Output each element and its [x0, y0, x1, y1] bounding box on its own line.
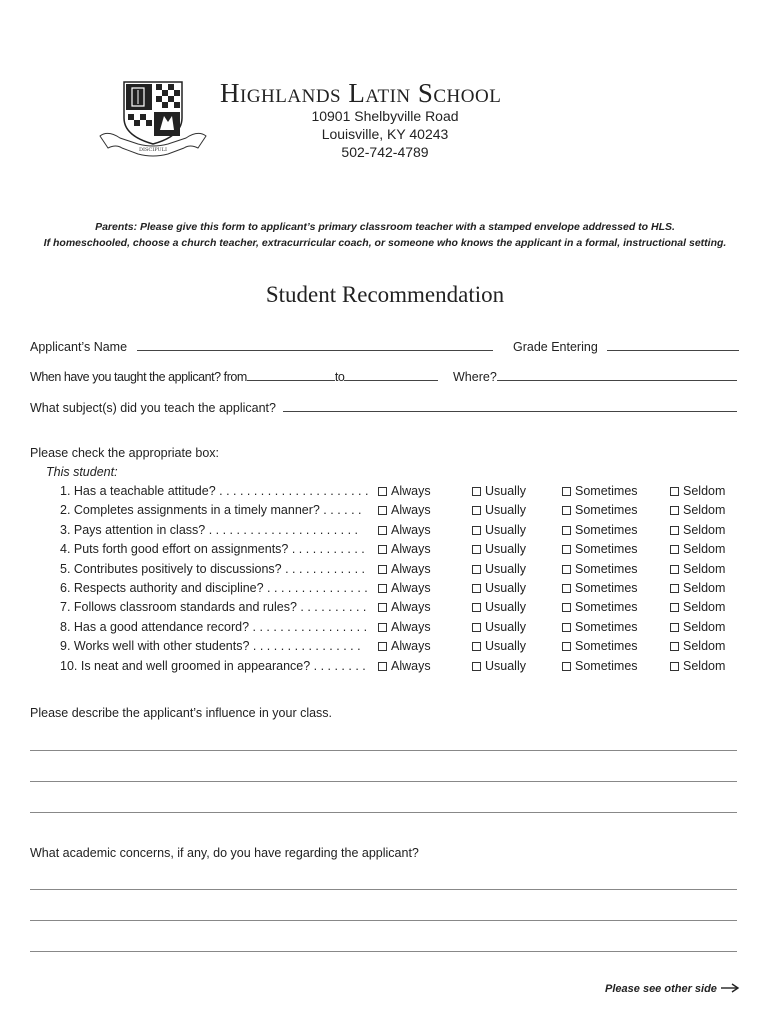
option-label: Always: [391, 581, 431, 595]
option-label: Usually: [485, 619, 526, 634]
checkbox[interactable]: [670, 603, 679, 612]
option-label: Always: [391, 542, 431, 557]
option-label: Seldom: [683, 484, 726, 498]
when-taught-row: [30, 368, 438, 384]
checklist-question: 5. Contributes positively to discussions? . . . . . . . . . . . .: [60, 561, 365, 576]
checkbox[interactable]: [562, 545, 571, 554]
option-label: Always: [391, 522, 431, 537]
checklist-question: 7. Follows classroom standards and rules? . . . . . . . . . .: [60, 600, 367, 615]
option-label: Always: [391, 484, 431, 498]
option-label: Usually: [485, 600, 526, 615]
influence-answer-line[interactable]: [30, 750, 737, 751]
option-seldom[interactable]: [670, 600, 725, 614]
option-label: Sometimes: [575, 522, 638, 537]
option-label: Always: [391, 619, 431, 634]
option-seldom[interactable]: [670, 523, 725, 537]
checkbox[interactable]: [472, 526, 481, 535]
option-seldom[interactable]: [670, 620, 725, 634]
subjects-row: [30, 399, 737, 415]
option-usually[interactable]: [472, 562, 526, 576]
checkbox[interactable]: [562, 565, 571, 574]
option-label: Seldom: [683, 503, 726, 518]
checklist-row: [0, 581, 770, 600]
checkbox[interactable]: [670, 487, 679, 496]
option-label: Usually: [485, 503, 526, 518]
option-seldom[interactable]: [670, 659, 725, 673]
checkbox[interactable]: [472, 487, 481, 496]
taught-to-field[interactable]: [344, 368, 438, 381]
crest-motto: DISCIPULI: [139, 147, 167, 153]
option-always[interactable]: [378, 523, 431, 537]
checklist-row: [0, 659, 770, 678]
checkbox[interactable]: [378, 545, 387, 554]
concerns-question: What academic concerns, if any, do you have regarding the applicant?: [30, 846, 419, 860]
option-always[interactable]: [378, 620, 431, 634]
option-label: Seldom: [683, 561, 726, 576]
option-sometimes[interactable]: [562, 600, 638, 614]
where-row: [453, 368, 737, 384]
applicant-name-row: [30, 338, 493, 354]
form-title: Student Recommendation: [265, 282, 505, 307]
checkbox[interactable]: [378, 623, 387, 632]
instructions-line-2: If homeschooled, choose a church teacher, extracurricular coach, or someone who knows the applicant in a formal, instructional setting.: [43, 237, 727, 249]
address-line-1: 10901 Shelbyville Road: [311, 108, 459, 124]
checkbox[interactable]: [378, 642, 387, 651]
checklist-question: 9. Works well with other students? . . . . . . . . . . . . . . . .: [60, 639, 361, 654]
checkbox[interactable]: [378, 662, 387, 671]
influence-question: Please describe the applicant’s influence in your class.: [30, 706, 333, 720]
concerns-answer-line[interactable]: [30, 889, 737, 890]
checkbox[interactable]: [378, 565, 387, 574]
option-label: Usually: [485, 639, 526, 654]
checkbox[interactable]: [472, 545, 481, 554]
option-sometimes[interactable]: [562, 562, 638, 576]
subjects-field[interactable]: [283, 399, 737, 412]
grade-entering-field[interactable]: [607, 338, 739, 351]
option-label: Always: [391, 658, 431, 673]
applicant-name-field[interactable]: [137, 338, 493, 351]
checkbox[interactable]: [472, 603, 481, 612]
option-always[interactable]: [378, 659, 431, 673]
checkbox[interactable]: [670, 526, 679, 535]
option-label: Seldom: [683, 522, 726, 537]
option-label: Sometimes: [575, 484, 638, 498]
checkbox[interactable]: [472, 584, 481, 593]
option-label: Seldom: [683, 542, 726, 557]
option-usually[interactable]: [472, 659, 526, 673]
checkbox[interactable]: [670, 565, 679, 574]
checkbox[interactable]: [378, 487, 387, 496]
checklist-question: 1. Has a teachable attitude? . . . . . . . . . . . . . . . . . . . . . .: [60, 484, 369, 498]
checklist-row: [0, 523, 770, 542]
option-label: Sometimes: [575, 600, 638, 615]
see-other-side-label: Please see other side: [605, 983, 717, 995]
where-label: Where?: [453, 370, 497, 384]
option-label: Seldom: [683, 581, 726, 595]
option-label: Seldom: [683, 658, 726, 673]
checklist-question: 8. Has a good attendance record? . . . . . . . . . . . . . . . . .: [60, 619, 368, 634]
option-sometimes[interactable]: [562, 523, 638, 537]
applicant-name-label: Applicant’s Name: [30, 340, 128, 354]
option-usually[interactable]: [472, 523, 526, 537]
grade-entering-label: Grade Entering: [513, 340, 598, 354]
checklist-question: 4. Puts forth good effort on assignments? . . . . . . . . . . .: [60, 542, 365, 557]
option-sometimes[interactable]: [562, 581, 638, 595]
checklist-question: 3. Pays attention in class? . . . . . . . . . . . . . . . . . . . . . .: [60, 522, 359, 537]
checkbox[interactable]: [562, 526, 571, 535]
checkbox[interactable]: [472, 565, 481, 574]
subjects-label: What subject(s) did you teach the applicant?: [30, 401, 276, 415]
checklist-question: 6. Respects authority and discipline? . . . . . . . . . . . . . . .: [60, 581, 368, 595]
checkbox[interactable]: [670, 545, 679, 554]
option-label: Usually: [485, 658, 526, 673]
instructions-line-1: Parents: Please give this form to applicant’s primary classroom teacher with a stamped envelope addressed to HLS.: [95, 221, 675, 233]
checkbox[interactable]: [562, 642, 571, 651]
concerns-answer-line[interactable]: [30, 920, 737, 921]
checklist-row: [0, 639, 770, 658]
checkbox[interactable]: [472, 662, 481, 671]
option-usually[interactable]: [472, 620, 526, 634]
option-always[interactable]: [378, 562, 431, 576]
option-seldom[interactable]: [670, 562, 725, 576]
option-label: Seldom: [683, 619, 726, 634]
checkbox[interactable]: [472, 506, 481, 515]
checklist-row: [0, 542, 770, 561]
checklist-prompt: Please check the appropriate box:: [30, 446, 220, 460]
option-usually[interactable]: [472, 639, 526, 653]
option-label: Sometimes: [575, 561, 638, 576]
school-crest-logo: [98, 78, 208, 160]
checkbox[interactable]: [562, 506, 571, 515]
checkbox[interactable]: [670, 506, 679, 515]
when-taught-label: When have you taught the applicant? from: [30, 370, 247, 384]
address-line-2: Louisville, KY 40243: [321, 126, 449, 142]
checkbox[interactable]: [472, 642, 481, 651]
option-always[interactable]: [378, 581, 431, 595]
option-seldom[interactable]: [670, 484, 725, 498]
checkbox[interactable]: [378, 506, 387, 515]
checkbox[interactable]: [378, 584, 387, 593]
option-always[interactable]: [378, 639, 431, 653]
checkbox[interactable]: [378, 526, 387, 535]
checklist-row: [0, 620, 770, 639]
checkbox[interactable]: [562, 603, 571, 612]
checkbox[interactable]: [562, 623, 571, 632]
concerns-answer-line[interactable]: [30, 951, 737, 952]
option-usually[interactable]: [472, 600, 526, 614]
checklist-row: [0, 484, 770, 503]
option-label: Always: [391, 639, 431, 654]
where-field[interactable]: [497, 368, 737, 381]
checkbox[interactable]: [562, 584, 571, 593]
arrow-right-icon: [720, 983, 740, 993]
option-label: Always: [391, 561, 431, 576]
checkbox[interactable]: [472, 623, 481, 632]
see-other-side: [605, 983, 740, 995]
phone-number: 502-742-4789: [341, 144, 429, 160]
option-label: Usually: [485, 561, 526, 576]
option-label: Usually: [485, 522, 526, 537]
option-sometimes[interactable]: [562, 620, 638, 634]
option-label: Sometimes: [575, 581, 638, 595]
option-always[interactable]: [378, 600, 431, 614]
option-seldom[interactable]: [670, 503, 725, 517]
option-label: Sometimes: [575, 658, 638, 673]
school-name: Highlands Latin School: [220, 78, 502, 108]
checkbox[interactable]: [562, 487, 571, 496]
option-seldom[interactable]: [670, 542, 725, 556]
grade-entering-row: [513, 338, 739, 354]
checklist-question: 2. Completes assignments in a timely manner? . . . . . .: [60, 503, 362, 518]
option-label: Always: [391, 503, 431, 518]
checkbox[interactable]: [562, 662, 571, 671]
option-sometimes[interactable]: [562, 639, 638, 653]
option-always[interactable]: [378, 542, 431, 556]
option-label: Sometimes: [575, 503, 638, 518]
influence-answer-line[interactable]: [30, 812, 737, 813]
option-seldom[interactable]: [670, 639, 725, 653]
checkbox[interactable]: [670, 623, 679, 632]
checkbox[interactable]: [670, 662, 679, 671]
checkbox[interactable]: [378, 603, 387, 612]
option-always[interactable]: [378, 484, 431, 498]
option-sometimes[interactable]: [562, 659, 638, 673]
checklist-subprompt: This student:: [46, 465, 118, 479]
influence-answer-line[interactable]: [30, 781, 737, 782]
option-label: Usually: [485, 581, 526, 595]
checklist-row: [0, 562, 770, 581]
option-always[interactable]: [378, 503, 431, 517]
option-usually[interactable]: [472, 542, 526, 556]
checklist-row: [0, 600, 770, 619]
option-label: Sometimes: [575, 619, 638, 634]
checkbox[interactable]: [670, 584, 679, 593]
taught-to-label: to: [334, 370, 345, 384]
option-label: Usually: [485, 484, 526, 498]
option-sometimes[interactable]: [562, 484, 638, 498]
option-sometimes[interactable]: [562, 542, 638, 556]
option-sometimes[interactable]: [562, 503, 638, 517]
checklist-row: [0, 503, 770, 522]
option-label: Always: [391, 600, 431, 615]
option-label: Usually: [485, 542, 526, 557]
option-usually[interactable]: [472, 503, 526, 517]
option-label: Sometimes: [575, 542, 638, 557]
option-label: Seldom: [683, 639, 726, 654]
option-label: Seldom: [683, 600, 726, 615]
taught-from-field[interactable]: [247, 368, 335, 381]
option-seldom[interactable]: [670, 581, 725, 595]
checklist-question: 10. Is neat and well groomed in appearance? . . . . . . . .: [60, 658, 366, 673]
checkbox[interactable]: [670, 642, 679, 651]
option-usually[interactable]: [472, 484, 526, 498]
option-label: Sometimes: [575, 639, 638, 654]
option-usually[interactable]: [472, 581, 526, 595]
